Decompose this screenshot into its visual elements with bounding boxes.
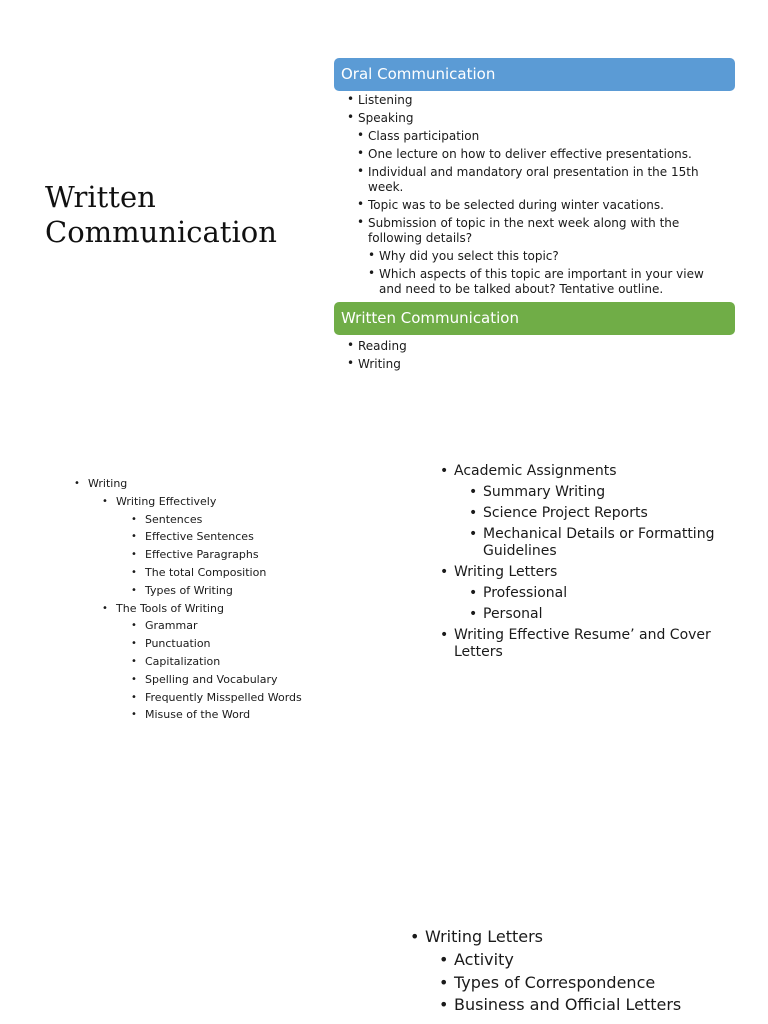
list-item: • Professional: [483, 585, 724, 602]
list-item: • Submission of topic in the next week along with the following details?: [368, 216, 728, 246]
list-item: • Frequently Misspelled Words: [145, 691, 338, 705]
list-item: • Personal: [483, 606, 724, 623]
list-item: • Writing Effectively: [116, 495, 338, 509]
list-item: • Capitalization: [145, 655, 338, 669]
list-item: • Writing: [88, 477, 338, 491]
list-item: • Academic Assignments: [454, 463, 724, 480]
list-item: • Grammar: [145, 619, 338, 633]
list-item: • Why did you select this topic?: [379, 249, 728, 264]
list-item: • Spelling and Vocabulary: [145, 673, 338, 687]
list-item: • Writing Effective Resume’ and Cover Letters: [454, 627, 724, 661]
academic-assignments-list: [454, 463, 724, 665]
title-line-1: Written: [45, 180, 156, 214]
oral-communication-header: Oral Communication: [334, 58, 735, 91]
list-item: • Individual and mandatory oral presentation in the 15th week.: [368, 165, 728, 195]
list-item: • Misuse of the Word: [145, 708, 338, 722]
list-item: • Activity: [454, 950, 745, 970]
list-item: • Science Project Reports: [483, 505, 724, 522]
list-item: • Business and Official Letters: [454, 995, 745, 1015]
slide-title: [45, 180, 305, 250]
written-communication-list: [358, 339, 728, 375]
list-item: • Punctuation: [145, 637, 338, 651]
list-item: • Speaking: [358, 111, 728, 126]
list-item: • Listening: [358, 93, 728, 108]
list-item: • The total Composition: [145, 566, 338, 580]
oral-communication-list: [358, 93, 728, 300]
title-line-2: Communication: [45, 215, 277, 249]
list-item: • Which aspects of this topic are important in your view and need to be talked about? Tentative outline.: [379, 267, 728, 297]
list-item: • Reading: [358, 339, 728, 354]
writing-outline-list: [88, 477, 338, 726]
list-item: • Sentences: [145, 513, 338, 527]
list-item: • Writing: [358, 357, 728, 372]
written-communication-header: Written Communication: [334, 302, 735, 335]
list-item: • Effective Sentences: [145, 530, 338, 544]
list-item: • The Tools of Writing: [116, 602, 338, 616]
list-item: • Writing Letters: [425, 927, 745, 947]
list-item: • Class participation: [368, 129, 728, 144]
list-item: • Types of Writing: [145, 584, 338, 598]
list-item: • Writing Letters: [454, 564, 724, 581]
list-item: • Effective Paragraphs: [145, 548, 338, 562]
writing-letters-list: [425, 927, 745, 1018]
list-item: • One lecture on how to deliver effective presentations.: [368, 147, 728, 162]
list-item: • Topic was to be selected during winter vacations.: [368, 198, 728, 213]
list-item: • Mechanical Details or Formatting Guidelines: [483, 526, 724, 560]
list-item: • Types of Correspondence: [454, 973, 745, 993]
list-item: • Summary Writing: [483, 484, 724, 501]
